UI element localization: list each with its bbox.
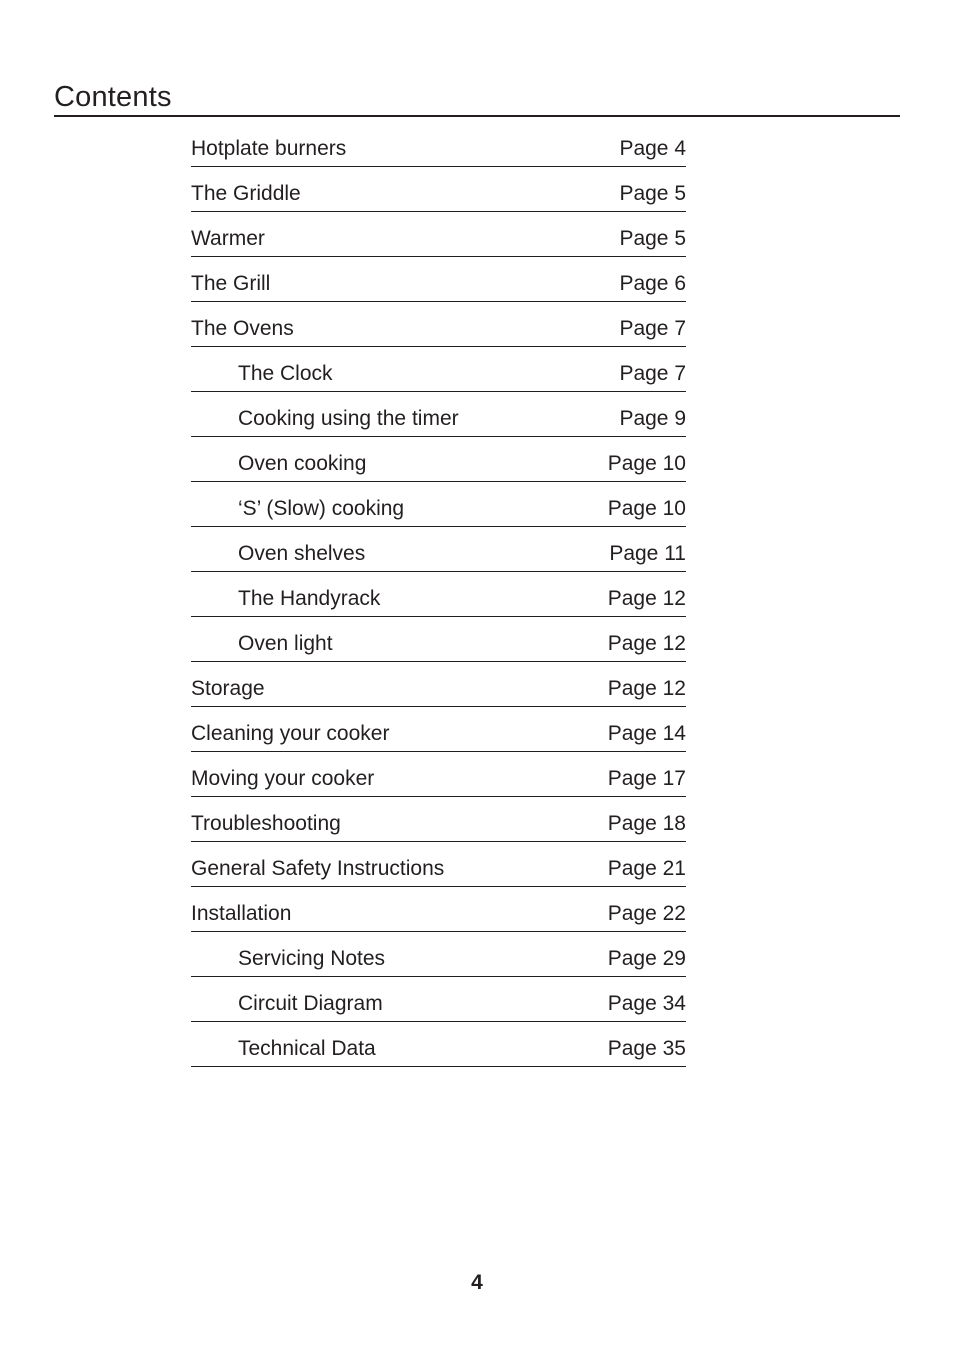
toc-entry-page: Page 14 xyxy=(607,722,686,745)
toc-entry-label: Warmer xyxy=(191,227,265,250)
toc-subentry[interactable] xyxy=(191,482,686,527)
toc-entry-label: The Ovens xyxy=(191,317,294,340)
toc-subentry[interactable] xyxy=(191,617,686,662)
toc-subentry[interactable] xyxy=(191,932,686,977)
toc-entry-label: Cleaning your cooker xyxy=(191,722,390,745)
toc-entry-label: Oven cooking xyxy=(238,452,367,475)
toc-entry-page: Page 10 xyxy=(607,497,686,520)
toc-entry[interactable] xyxy=(191,707,686,752)
toc-entry-label: Storage xyxy=(191,677,265,700)
toc-entry-page: Page 12 xyxy=(607,632,686,655)
toc-entry-label: Servicing Notes xyxy=(238,947,386,970)
toc-entry-label: Oven shelves xyxy=(238,542,366,565)
table-of-contents xyxy=(191,122,686,1067)
toc-entry-page: Page 21 xyxy=(607,857,686,880)
toc-subentry[interactable] xyxy=(191,1022,686,1067)
toc-entry[interactable] xyxy=(191,752,686,797)
toc-entry-label: Technical Data xyxy=(238,1037,376,1060)
toc-entry[interactable] xyxy=(191,257,686,302)
toc-entry-page: Page 29 xyxy=(607,947,686,970)
toc-entry-page: Page 4 xyxy=(619,137,686,160)
toc-entry-page: Page 7 xyxy=(619,362,686,385)
toc-entry[interactable] xyxy=(191,302,686,347)
toc-entry[interactable] xyxy=(191,887,686,932)
toc-entry-label: Cooking using the timer xyxy=(238,407,459,430)
toc-subentry[interactable] xyxy=(191,977,686,1022)
toc-entry-label: Moving your cooker xyxy=(191,767,375,790)
toc-entry-label: Oven light xyxy=(238,632,333,655)
toc-entry[interactable] xyxy=(191,797,686,842)
toc-subentry[interactable] xyxy=(191,527,686,572)
toc-entry[interactable] xyxy=(191,122,686,167)
toc-subentry[interactable] xyxy=(191,392,686,437)
toc-entry-page: Page 11 xyxy=(609,542,686,565)
toc-entry-label: Installation xyxy=(191,902,292,925)
toc-entry-page: Page 7 xyxy=(619,317,686,340)
toc-subentry[interactable] xyxy=(191,437,686,482)
title-divider xyxy=(54,115,900,117)
toc-entry[interactable] xyxy=(191,662,686,707)
toc-subentry[interactable] xyxy=(191,572,686,617)
toc-entry-page: Page 6 xyxy=(619,272,686,295)
toc-entry[interactable] xyxy=(191,842,686,887)
toc-entry-page: Page 34 xyxy=(607,992,686,1015)
page-number: 4 xyxy=(471,1271,483,1294)
toc-entry[interactable] xyxy=(191,212,686,257)
toc-entry-page: Page 9 xyxy=(619,407,686,430)
toc-entry-label: Hotplate burners xyxy=(191,137,347,160)
toc-entry-page: Page 10 xyxy=(607,452,686,475)
toc-entry-label: The Grill xyxy=(191,272,271,295)
toc-entry-label: The Griddle xyxy=(191,182,301,205)
toc-entry-page: Page 35 xyxy=(607,1037,686,1060)
toc-entry-page: Page 22 xyxy=(607,902,686,925)
toc-entry-page: Page 12 xyxy=(607,587,686,610)
toc-entry-label: The Handyrack xyxy=(238,587,381,610)
toc-entry-page: Page 18 xyxy=(607,812,686,835)
toc-entry-page: Page 12 xyxy=(607,677,686,700)
toc-entry-page: Page 5 xyxy=(619,227,686,250)
toc-entry-label: Circuit Diagram xyxy=(238,992,383,1015)
toc-entry-label: The Clock xyxy=(238,362,333,385)
toc-entry-page: Page 17 xyxy=(607,767,686,790)
toc-entry-label: General Safety Instructions xyxy=(191,857,445,880)
toc-entry-label: Troubleshooting xyxy=(191,812,341,835)
toc-entry-label: ‘S’ (Slow) cooking xyxy=(238,497,405,520)
toc-entry-page: Page 5 xyxy=(619,182,686,205)
toc-subentry[interactable] xyxy=(191,347,686,392)
page-title: Contents xyxy=(54,81,172,113)
toc-entry[interactable] xyxy=(191,167,686,212)
